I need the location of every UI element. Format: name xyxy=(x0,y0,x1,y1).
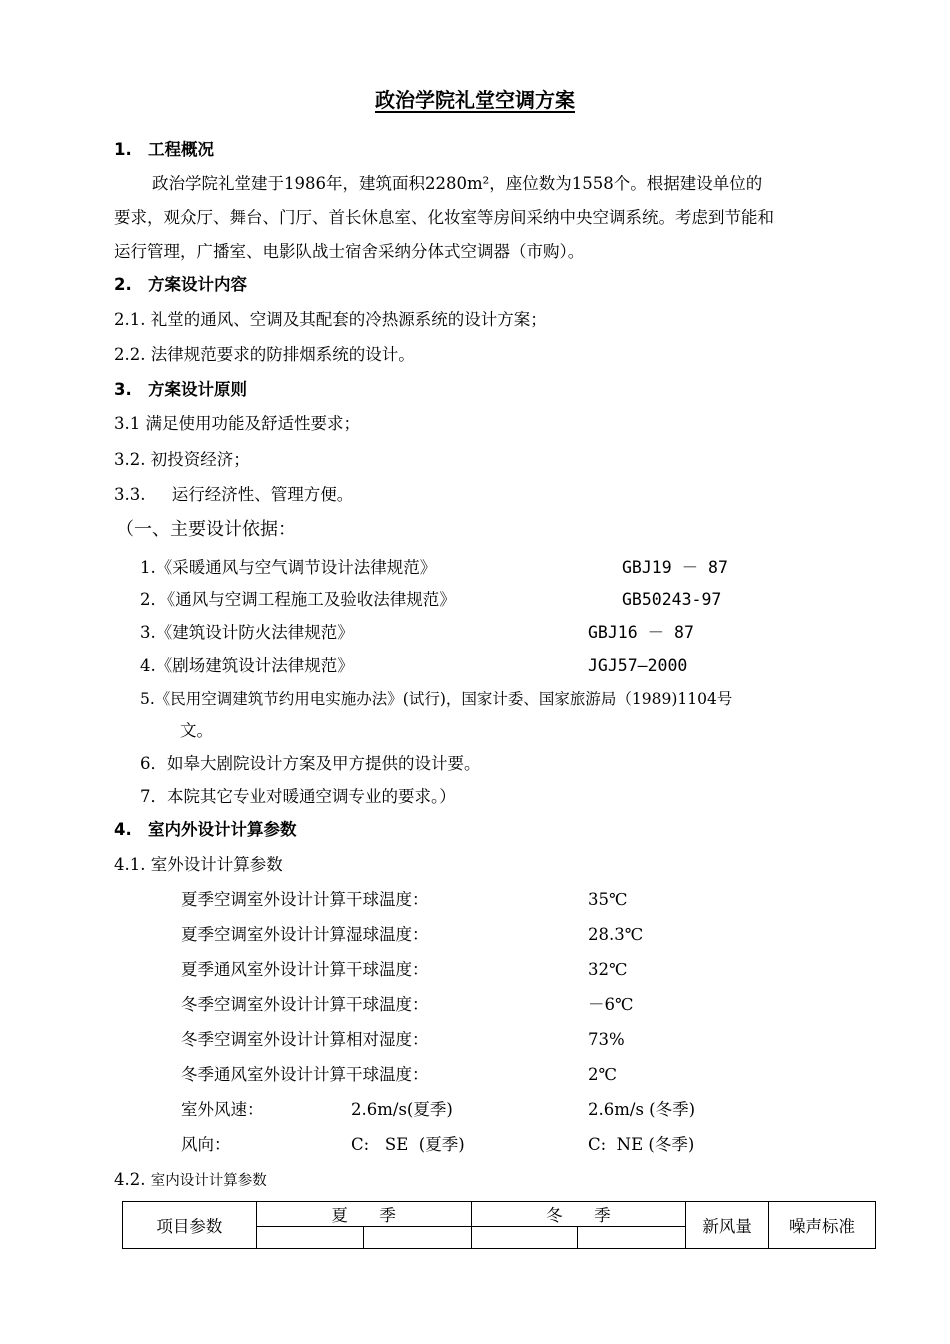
paragraph-line: 政治学院礼堂建于1986年，建筑面积2280m²，座位数为1558个。根据建设单位的 xyxy=(152,174,763,193)
section-3-heading xyxy=(114,380,247,400)
section-title: 方案设计原则 xyxy=(148,380,247,399)
section-number: 4. xyxy=(114,820,132,839)
param-label: 夏季空调室外设计计算湿球温度： xyxy=(181,925,429,944)
param-value: 73% xyxy=(588,1030,625,1049)
param-label: 夏季空调室外设计计算干球温度： xyxy=(181,890,429,909)
paragraph-line: 运行管理，广播室、电影队战士宿舍采纳分体式空调器（市购）。 xyxy=(114,242,585,261)
list-item: 3.1 满足使用功能及舒适性要求； xyxy=(114,414,360,433)
basis-item: 2．《通风与空调工程施工及验收法律规范》 xyxy=(140,590,456,609)
basis-item: 3.《建筑设计防火法律规范》 xyxy=(140,623,354,642)
list-item: 2.1. 礼堂的通风、空调及其配套的冷热源系统的设计方案； xyxy=(114,310,547,329)
basis-item: 7．本院其它专业对暖通空调专业的要求。） xyxy=(140,787,456,806)
basis-item-continued: 文。 xyxy=(180,721,213,740)
basis-code: JGJ57—2000 xyxy=(588,656,688,675)
param-value: 28.3℃ xyxy=(588,925,644,944)
table-header-cell: 噪声标准 xyxy=(769,1202,876,1249)
section-4-heading xyxy=(114,820,297,840)
table-cell xyxy=(471,1227,578,1249)
table-header-cell: 夏 季 xyxy=(256,1202,471,1227)
wind-speed-label: 室外风速： xyxy=(181,1100,264,1119)
basis-code: GB50243-97 xyxy=(622,590,722,609)
table-cell xyxy=(578,1227,686,1249)
subsection-heading: 4.1. 室外设计计算参数 xyxy=(114,855,283,874)
section-title: 室内外设计计算参数 xyxy=(148,820,297,839)
indoor-params-table xyxy=(122,1201,876,1249)
document-title: 政治学院礼堂空调方案 xyxy=(375,88,575,112)
basis-item: 1.《采暖通风与空气调节设计法律规范》 xyxy=(140,558,437,577)
param-value: 2℃ xyxy=(588,1065,617,1084)
table-header-cell: 项目参数 xyxy=(123,1202,257,1249)
subsection-heading xyxy=(114,1170,267,1191)
basis-item: 4.《剧场建筑设计法律规范》 xyxy=(140,656,354,675)
section-number: 2. xyxy=(114,275,132,294)
list-item: 2.2. 法律规范要求的防排烟系统的设计。 xyxy=(114,345,415,364)
param-value: －6℃ xyxy=(588,995,634,1014)
table-cell xyxy=(256,1227,363,1249)
wind-speed-summer: 2.6m/s(夏季) xyxy=(351,1100,453,1119)
list-item: 3.2. 初投资经济； xyxy=(114,450,250,469)
table-cell xyxy=(363,1227,471,1249)
wind-direction-summer: C: SE (夏季) xyxy=(351,1135,465,1154)
subsection-title: 室内设计计算参数 xyxy=(150,1173,267,1189)
section-title: 方案设计内容 xyxy=(148,275,247,294)
wind-direction-label: 风向： xyxy=(181,1135,231,1154)
basis-item: 5.《民用空调建筑节约用电实施办法》(试行)，国家计委、国家旅游局（1989)1104号 xyxy=(140,690,733,708)
param-label: 冬季空调室外设计计算干球温度： xyxy=(181,995,429,1014)
wind-direction-winter: C: NE (冬季) xyxy=(588,1135,695,1154)
section-title: 工程概况 xyxy=(148,140,214,159)
section-1-heading xyxy=(114,140,214,160)
param-label: 冬季通风室外设计计算干球温度： xyxy=(181,1065,429,1084)
paragraph-line: 要求，观众厅、舞台、门厅、首长休息室、化妆室等房间采纳中央空调系统。考虑到节能和 xyxy=(114,208,774,227)
table-header-cell: 新风量 xyxy=(686,1202,769,1249)
param-label: 冬季空调室外设计计算相对湿度： xyxy=(181,1030,429,1049)
basis-item: 6．如皋大剧院设计方案及甲方提供的设计要。 xyxy=(140,754,481,773)
section-2-heading xyxy=(114,275,247,295)
section-number: 1. xyxy=(114,140,132,159)
param-value: 32℃ xyxy=(588,960,628,979)
basis-code: GBJ16 － 87 xyxy=(588,623,694,642)
table-header-cell: 冬 季 xyxy=(471,1202,686,1227)
basis-heading: （一、主要设计依据： xyxy=(116,519,296,540)
basis-code: GBJ19 － 87 xyxy=(622,558,728,577)
section-number: 3. xyxy=(114,380,132,399)
wind-speed-winter: 2.6m/s (冬季) xyxy=(588,1100,696,1119)
subsection-number: 4.2. xyxy=(114,1170,146,1189)
list-item: 3.3. 运行经济性、管理方便。 xyxy=(114,485,354,504)
param-label: 夏季通风室外设计计算干球温度： xyxy=(181,960,429,979)
param-value: 35℃ xyxy=(588,890,628,909)
